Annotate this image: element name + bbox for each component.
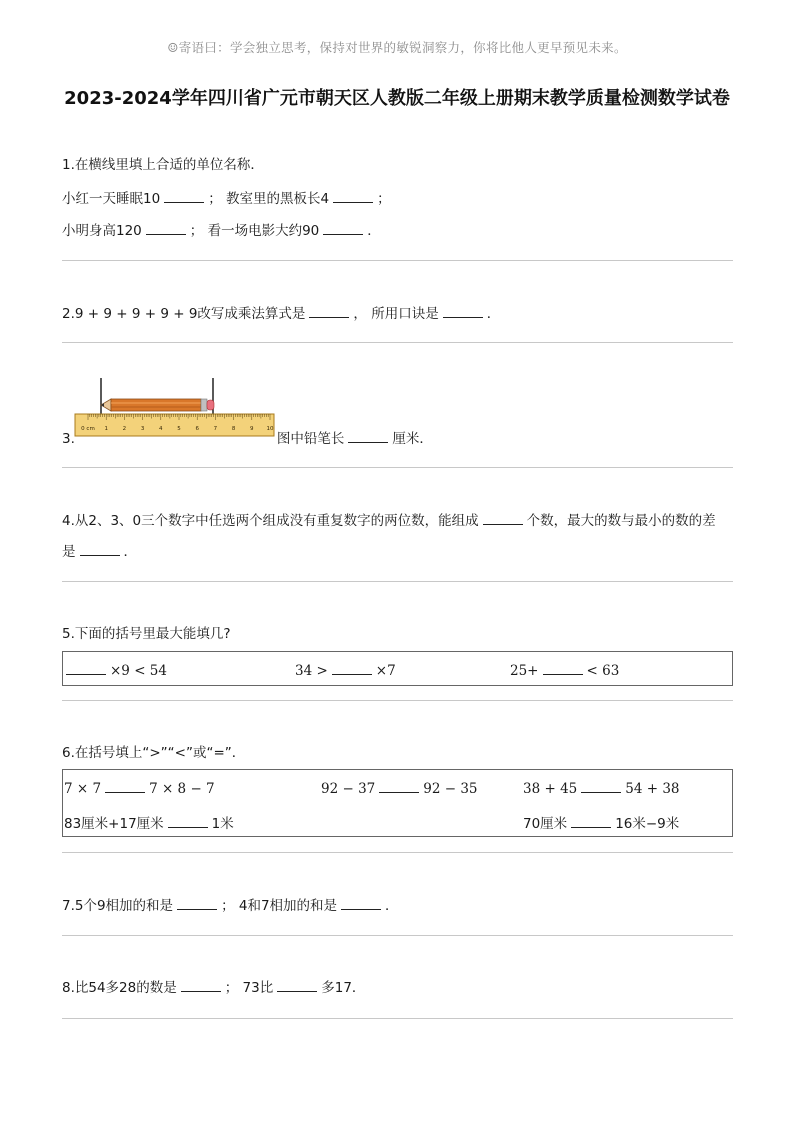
question-2: 2.9 + 9 + 9 + 9 + 9改写成乘法算式是 ， 所用口诀是 ． [62, 303, 500, 324]
answer-blank[interactable] [341, 895, 381, 910]
pencil-icon [101, 399, 214, 411]
answer-blank[interactable] [309, 303, 349, 318]
question-1-stem: 1.在横线里填上合适的单位名称． [62, 157, 264, 173]
answer-blank[interactable] [323, 220, 363, 235]
question-6-box [62, 769, 733, 837]
ruler-tick-label: 6 [195, 426, 199, 432]
divider [62, 342, 733, 343]
ruler-tick-label: 2 [122, 426, 127, 432]
motto-header: ☺寄语曰：学会独立思考，保持对世界的敏锐洞察力，你将比他人更早预见未来。 [167, 40, 627, 55]
q6-item-1: 7 × 7 7 × 8 − 7 [64, 778, 215, 797]
ruler-tick-label: 1 [104, 426, 108, 432]
question-1-line-2: 小明身高120 ； 看一场电影大约90 ． [62, 220, 381, 241]
question-3: 3. 图中铅笔长 厘米． [62, 428, 433, 449]
answer-blank[interactable] [332, 660, 372, 675]
question-1-line-1: 小红一天睡眠10 ； 教室里的黑板长4 ； [62, 188, 391, 209]
divider [62, 935, 733, 936]
answer-blank[interactable] [177, 895, 217, 910]
question-4-line-2: 是 ． [62, 541, 137, 562]
answer-blank[interactable] [168, 813, 208, 828]
ruler-tick-label: 4 [159, 426, 163, 432]
ruler-tick-label: 0 cm [81, 426, 95, 432]
answer-blank[interactable] [164, 188, 204, 203]
answer-blank[interactable] [571, 813, 611, 828]
q6-item-4: 83厘米+17厘米 1米 [64, 812, 234, 832]
question-6-stem: 6.在括号填上“>”“<”或“=”． [62, 745, 246, 761]
ruler-tick-label: 9 [250, 426, 254, 432]
q6-item-5: 70厘米 16米−9米 [523, 812, 679, 832]
answer-blank[interactable] [80, 541, 120, 556]
question-8: 8.比54多28的数是 ； 73比 多17． [62, 977, 365, 998]
ruler-tick-label: 10 [266, 426, 274, 432]
page-title: 2023-2024学年四川省广元市朝天区人教版二年级上册期末教学质量检测数学试卷 [64, 88, 730, 109]
q6-item-2: 92 − 37 92 − 35 [321, 778, 478, 797]
divider [62, 467, 733, 468]
question-5-stem: 5.下面的括号里最大能填几? [62, 626, 231, 642]
answer-blank[interactable] [443, 303, 483, 318]
divider [62, 852, 733, 853]
q5-item-3: 25+ < 63 [510, 660, 619, 679]
answer-blank[interactable] [379, 778, 419, 793]
answer-blank[interactable] [181, 977, 221, 992]
question-5-box [62, 651, 733, 686]
answer-blank[interactable] [66, 660, 106, 675]
divider [62, 260, 733, 261]
answer-blank[interactable] [333, 188, 373, 203]
divider [62, 700, 733, 701]
q5-item-1: ×9 < 54 [66, 660, 167, 679]
q6-item-3: 38 + 45 54 + 38 [523, 778, 680, 797]
q5-item-2: 34 > ×7 [295, 660, 396, 679]
answer-blank[interactable] [105, 778, 145, 793]
answer-blank[interactable] [146, 220, 186, 235]
answer-blank[interactable] [483, 510, 523, 525]
answer-blank[interactable] [277, 977, 317, 992]
ruler-tick-label: 3 [140, 426, 145, 432]
question-7: 7.5个9相加的和是 ； 4和7相加的和是 ． [62, 895, 399, 916]
ruler-tick-label: 5 [177, 426, 181, 432]
ruler-tick-label: 8 [231, 426, 236, 432]
answer-blank[interactable] [543, 660, 583, 675]
divider [62, 581, 733, 582]
ruler-tick-label: 7 [213, 426, 218, 432]
answer-blank[interactable] [348, 428, 388, 443]
answer-blank[interactable] [581, 778, 621, 793]
question-4-line-1: 4.从2、3、0三个数字中任选两个组成没有重复数字的两位数，能组成 个数，最大的数与最小的数的差 [62, 510, 716, 531]
divider [62, 1018, 733, 1019]
